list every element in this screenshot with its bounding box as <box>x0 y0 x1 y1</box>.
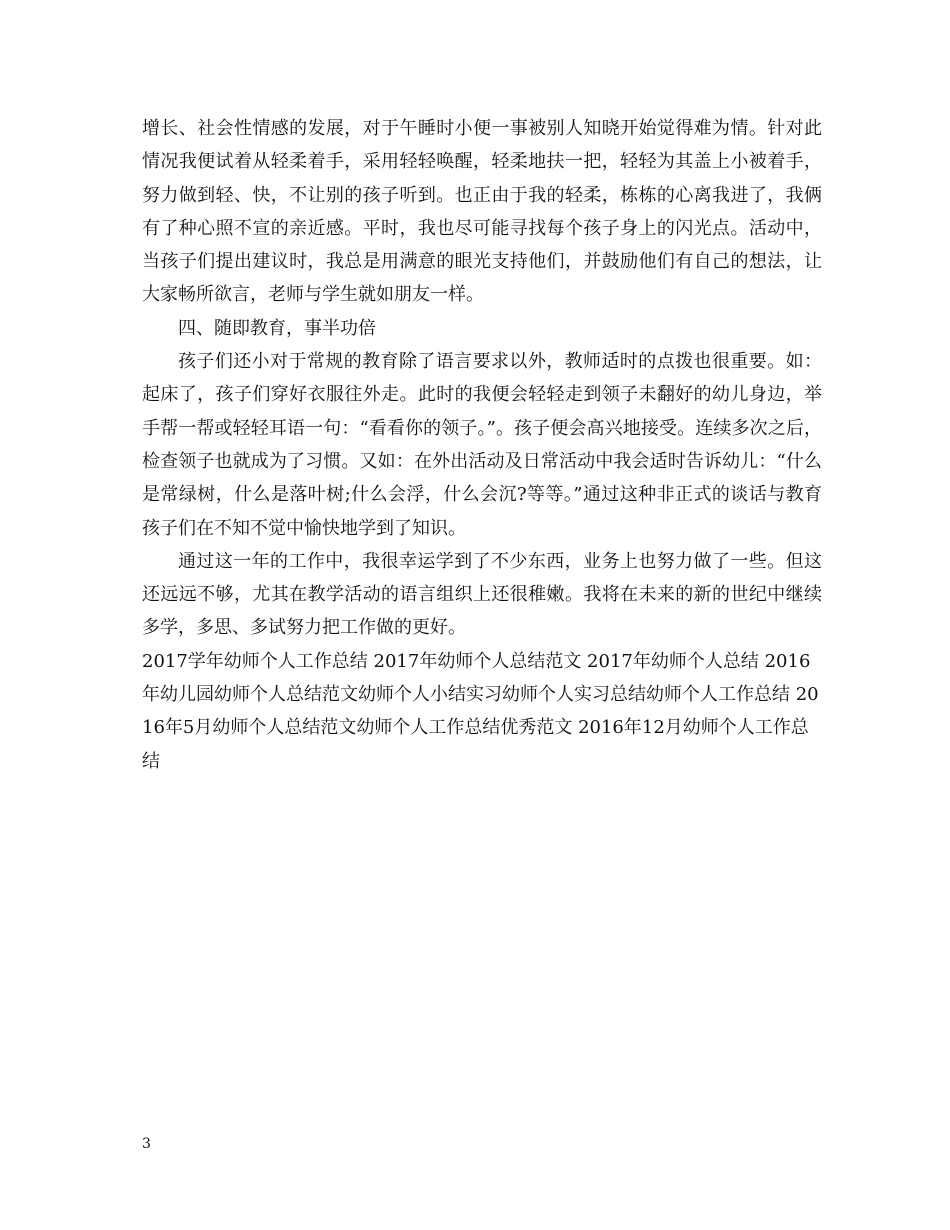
body-paragraph-2: 孩子们还小对于常规的教育除了语言要求以外，教师适时的点拨也很重要。如：起床了，孩子们穿好衣服往外走。此时的我便会轻轻走到领子未翻好的幼儿身边，举手帮一帮或轻轻耳语一句：“看看你的领子。”。孩子便会高兴地接受。连续多次之后，检查领子也就成为了习惯。又如：在外出活动及日常活动中我会适时告诉幼儿：“什么是常绿树，什么是落叶树;什么会浮，什么会沉?等等。”通过这种非正式的谈话与教育孩子们在不知不觉中愉快地学到了知识。 <box>142 351 822 539</box>
document-body <box>142 112 822 778</box>
page-number: 3 <box>142 1136 151 1152</box>
related-keywords: 2017学年幼师个人工作总结 2017年幼师个人总结范文 2017年幼师个人总结 2016年幼儿园幼师个人总结范文幼师个人小结实习幼师个人实习总结幼师个人工作总结 2016年5月幼师个人总结范文幼师个人工作总结优秀范文 2016年12月幼师个人工作总结 <box>142 650 819 772</box>
body-paragraph-1: 增长、社会性情感的发展，对于午睡时小便一事被别人知晓开始觉得难为情。针对此情况我便试着从轻柔着手，采用轻轻唤醒，轻柔地扶一把，轻轻为其盖上小被着手，努力做到轻、快，不让别的孩子听到。也正由于我的轻柔，栋栋的心离我进了，我俩有了种心照不宣的亲近感。平时，我也尽可能寻找每个孩子身上的闪光点。活动中，当孩子们提出建议时，我总是用满意的眼光支持他们，并鼓励他们有自己的想法，让大家畅所欲言，老师与学生就如朋友一样。 <box>142 118 822 306</box>
body-paragraph-3: 通过这一年的工作中，我很幸运学到了不少东西，业务上也努力做了一些。但这还远远不够，尤其在教学活动的语言组织上还很稚嫩。我将在未来的新的世纪中继续多学，多思、多试努力把工作做的更好。 <box>142 550 822 639</box>
section-heading: 四、随即教育，事半功倍 <box>178 317 376 339</box>
